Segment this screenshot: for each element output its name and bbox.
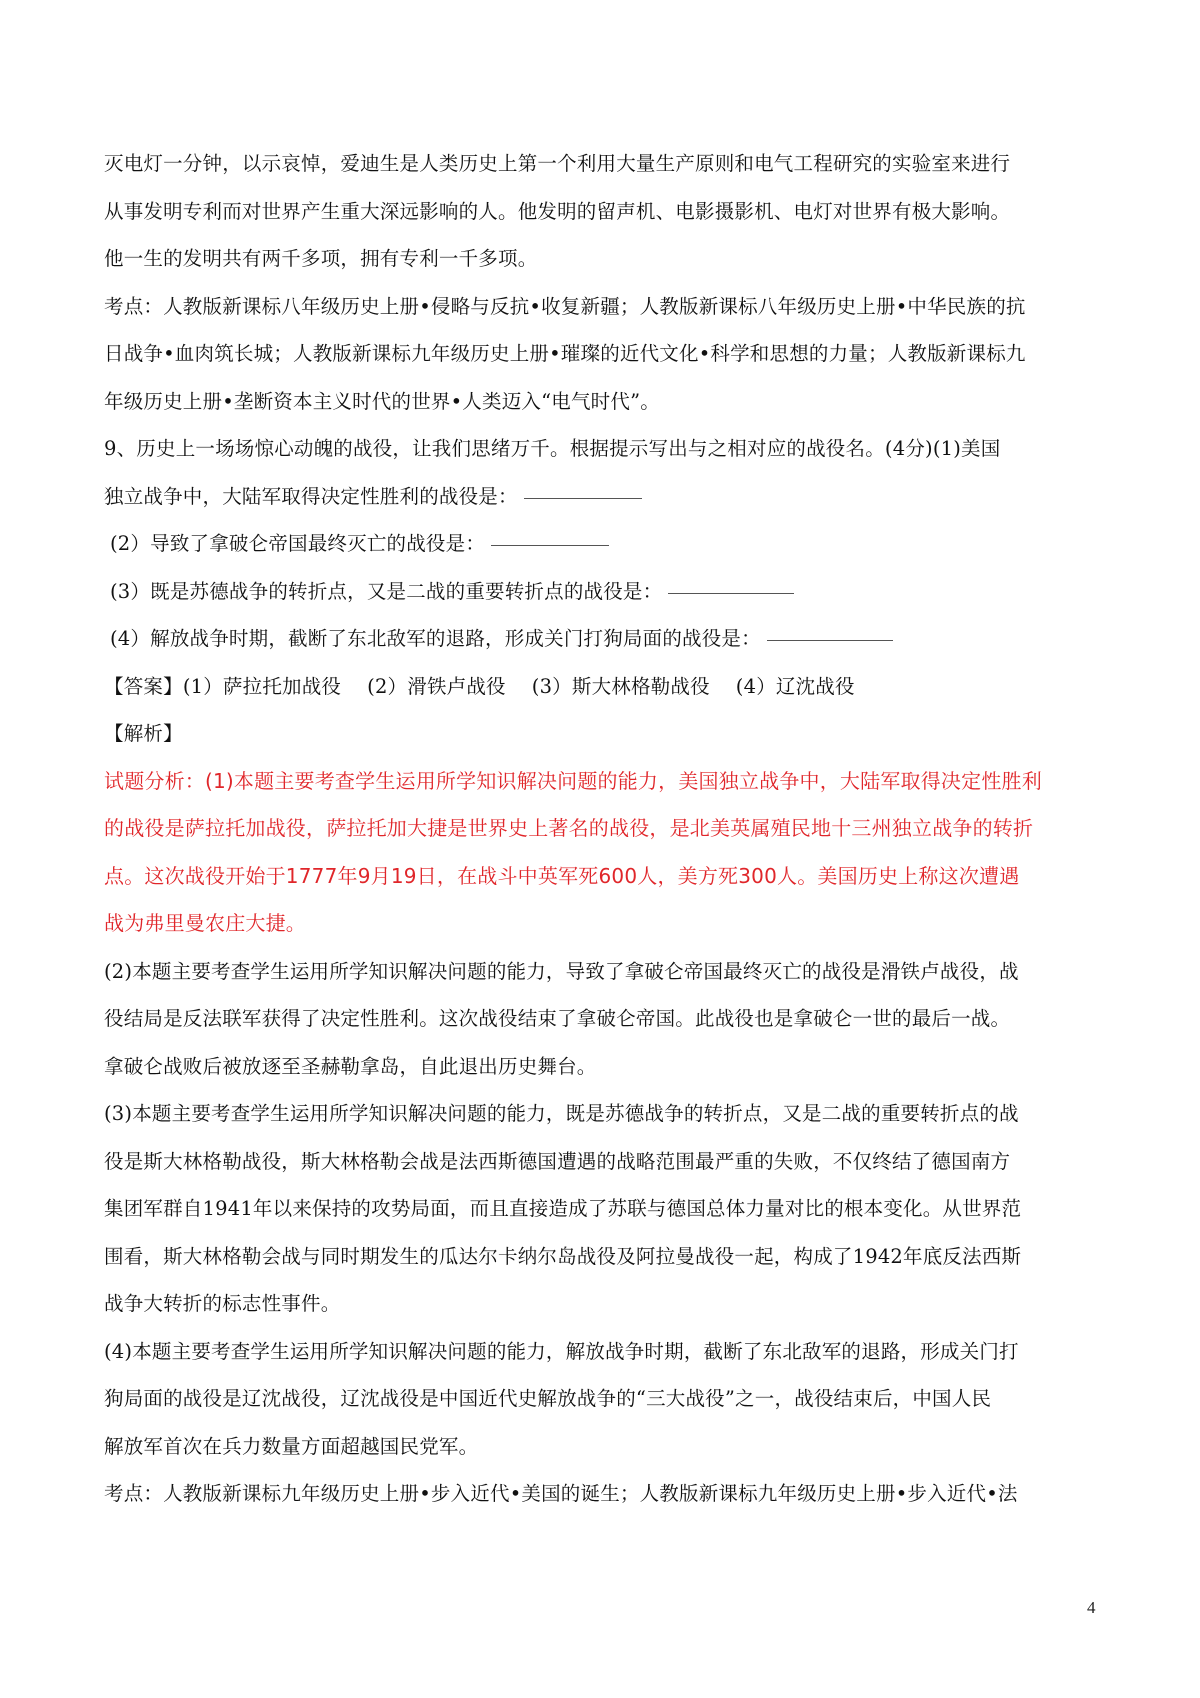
analysis-red-line: 的战役是萨拉托加战役，萨拉托加大捷是世界史上著名的战役，是北美英属殖民地十三州独立战争的转折 [104,816,1034,840]
analysis-3-line: (3)本题主要考查学生运用所学知识解决问题的能力，既是苏德战争的转折点，又是二战的重要转折点的战 [104,1102,1019,1125]
page-number: 4 [1087,1598,1096,1617]
kaodian-bottom: 考点：人教版新课标九年级历史上册•步入近代•美国的诞生；人教版新课标九年级历史上册•步入近代•法 [104,1482,1018,1505]
analysis-3-line: 围看，斯大林格勒会战与同时期发生的瓜达尔卡纳尔岛战役及阿拉曼战役一起，构成了1942年底反法西斯 [104,1244,1022,1268]
answer-blank-3[interactable] [668,592,794,594]
analysis-4-line: 狗局面的战役是辽沈战役，辽沈战役是中国近代史解放战争的“三大战役”之一，战役结束后，中国人民 [104,1387,992,1410]
kaodian-line: 日战争•血肉筑长城；人教版新课标九年级历史上册•璀璨的近代文化•科学和思想的力量；人教版新课标九 [104,342,1026,365]
analysis-4-line: (4)本题主要考查学生运用所学知识解决问题的能力，解放战争时期，截断了东北敌军的退路，形成关门打 [104,1339,1019,1363]
text-line: 从事发明专利而对世界产生重大深远影响的人。他发明的留声机、电影摄影机、电灯对世界有极大影响。 [104,199,1011,223]
analysis-label: 【解析】 [104,722,183,745]
answer-blank-1[interactable] [524,497,642,499]
answer-item-1: (1）萨拉托加战役 [182,674,342,698]
analysis-red-line: 战为弗里曼农庄大捷。 [104,911,306,935]
question-part-3 [104,568,1104,616]
analysis-3-line: 集团军群自1941年以来保持的攻势局面，而且直接造成了苏联与德国总体力量对比的根本变化。从世界范 [104,1197,1022,1220]
analysis-3-line: 战争大转折的标志性事件。 [104,1292,341,1315]
analysis-red-line: 试题分析：(1)本题主要考查学生运用所学知识解决问题的能力，美国独立战争中，大陆军取得决定性胜利 [104,768,1042,793]
question-part-2 [104,520,1104,568]
answer-item-4: (4）辽沈战役 [735,674,855,698]
question-part-4 [104,615,1104,663]
question-part-4-text: (4）解放战争时期，截断了东北敌军的退路，形成关门打狗局面的战役是： [110,627,761,650]
question-part-2-text: (2）导致了拿破仑帝国最终灭亡的战役是： [110,532,486,555]
kaodian-line: 考点：人教版新课标八年级历史上册•侵略与反抗•收复新疆；人教版新课标八年级历史上册•中华民族的抗 [104,294,1026,318]
answer-blank-2[interactable] [491,544,609,546]
question-part-3-text: (3）既是苏德战争的转折点，又是二战的重要转折点的战役是： [110,579,663,603]
analysis-3-line: 役是斯大林格勒战役，斯大林格勒会战是法西斯德国遭遇的战略范围最严重的失败，不仅终结了德国南方 [104,1149,1011,1173]
analysis-red-line: 点。这次战役开始于1777年9月19日，在战斗中英军死600人，美方死300人。美国历史上称这次遭遇 [104,863,1020,888]
page-content [104,140,1104,1518]
analysis-2-line: (2)本题主要考查学生运用所学知识解决问题的能力，导致了拿破仑帝国最终灭亡的战役是滑铁卢战役，战 [104,959,1019,983]
answer-item-3: (3）斯大林格勒战役 [531,674,710,698]
text-line: 他一生的发明共有两千多项，拥有专利一千多项。 [104,247,538,270]
analysis-2-line: 役结局是反法联军获得了决定性胜利。这次战役结束了拿破仑帝国。此战役也是拿破仑一世的最后一战。 [104,1007,1011,1030]
question-part-1 [104,473,1104,521]
question-part-1-text: 独立战争中，大陆军取得决定性胜利的战役是： [104,484,518,508]
analysis-2-line: 拿破仑战败后被放逐至圣赫勒拿岛，自此退出历史舞台。 [104,1054,597,1078]
analysis-4-line: 解放军首次在兵力数量方面超越国民党军。 [104,1434,479,1458]
answer-item-2: (2）滑铁卢战役 [367,674,506,698]
text-line: 灭电灯一分钟，以示哀悼，爱迪生是人类历史上第一个利用大量生产原则和电气工程研究的实验室来进行 [104,152,1011,175]
answer-label: 【答案】 [104,674,183,698]
kaodian-line: 年级历史上册•垄断资本主义时代的世界•人类迈入“电气时代”。 [104,389,660,413]
question-stem: 9、历史上一场场惊心动魄的战役，让我们思绪万千。根据提示写出与之相对应的战役名。(4分)(1)美国 [104,437,1001,460]
answer-blank-4[interactable] [767,639,893,641]
answer-line [104,663,1104,711]
